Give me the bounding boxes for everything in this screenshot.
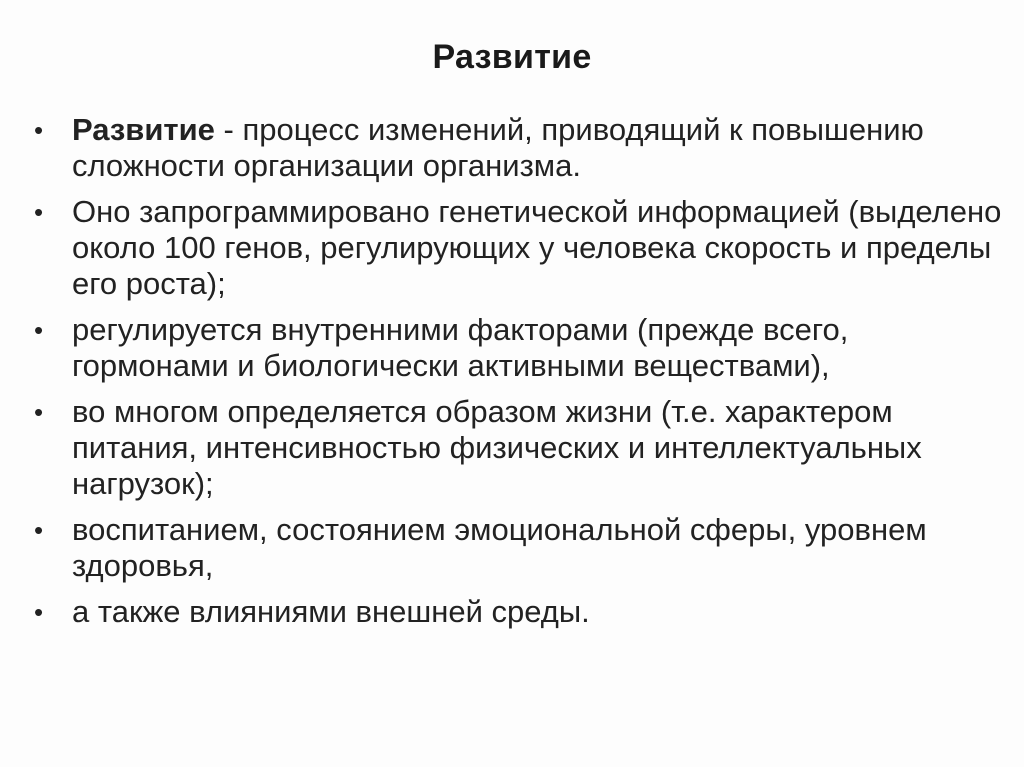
bullet-item: [32, 394, 1007, 502]
slide-title: Развитие: [432, 38, 592, 76]
bullet-text: а также влияниями внешней среды.: [72, 594, 590, 629]
bullet-icon: •: [34, 197, 44, 227]
bullet-item: [32, 594, 1007, 630]
bullet-item: [32, 112, 1007, 184]
bullet-item: [32, 512, 1007, 584]
bullet-icon: •: [34, 397, 44, 427]
bullet-icon: •: [34, 597, 44, 627]
bullet-text: воспитанием, состоянием эмоциональной сферы, уровнем здоровья,: [72, 512, 927, 583]
bullet-list: [32, 112, 1007, 640]
bullet-term: Развитие: [72, 112, 215, 147]
bullet-text: Оно запрограммировано генетической информацией (выделено около 100 генов, регулирующих у человека скорость и пределы его роста);: [72, 194, 1002, 301]
bullet-item: [32, 312, 1007, 384]
bullet-icon: •: [34, 115, 44, 145]
bullet-icon: •: [34, 515, 44, 545]
bullet-text: регулируется внутренними факторами (прежде всего, гормонами и биологически активными веществами),: [72, 312, 849, 383]
bullet-text: - процесс изменений, приводящий к повышению сложности организации организма.: [72, 112, 924, 183]
bullet-item: [32, 194, 1007, 302]
bullet-icon: •: [34, 315, 44, 345]
bullet-text: во многом определяется образом жизни (т.е. характером питания, интенсивностью физических и интеллектуальных нагрузок);: [72, 394, 922, 501]
